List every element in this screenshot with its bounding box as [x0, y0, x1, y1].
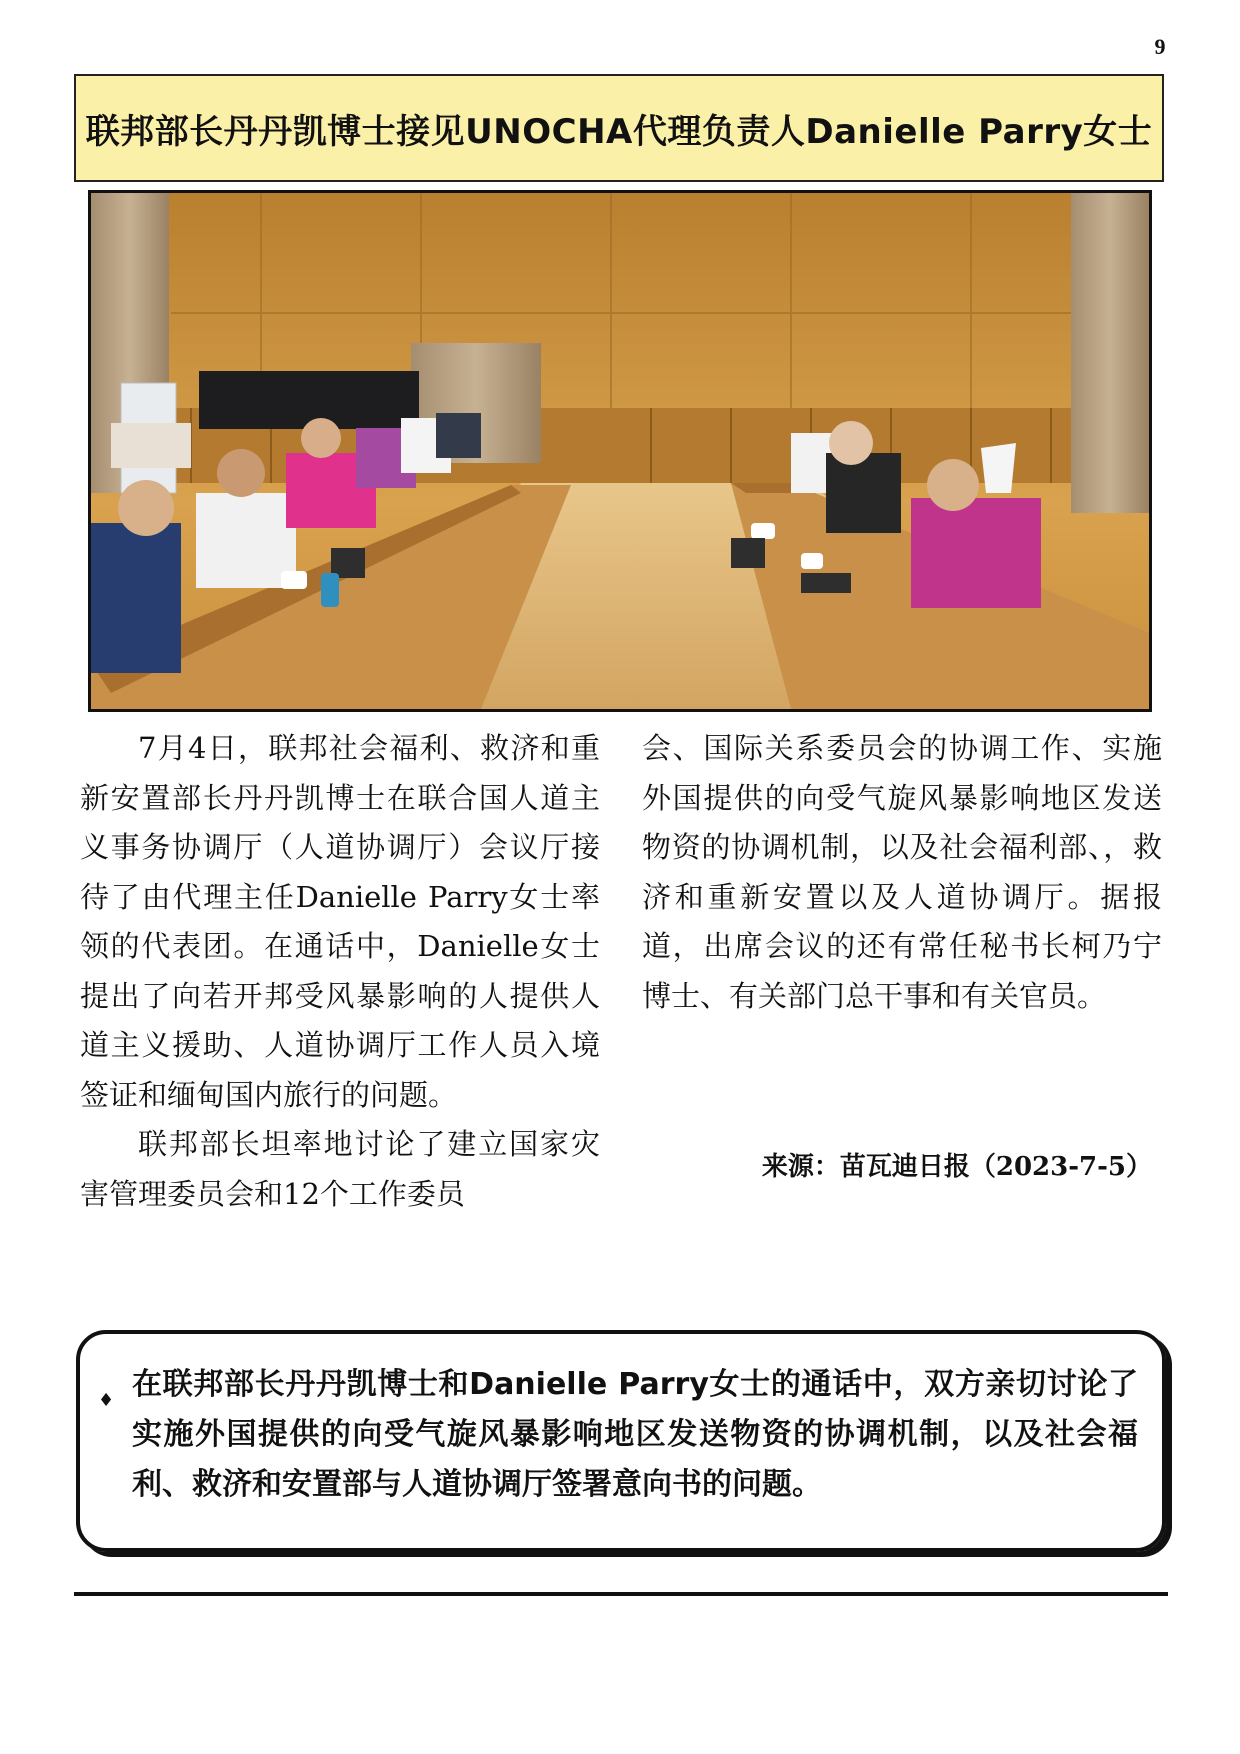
article-title: 联邦部长丹丹凯博士接见UNOCHA代理负责人Danielle Parry女士 — [85, 111, 1153, 152]
body-column-right — [642, 724, 1162, 1021]
source-credit: 来源：苗瓦迪日报（2023-7-5） — [761, 1152, 1152, 1182]
body-paragraph: 联邦部长坦率地讨论了建立国家灾害管理委员会和12个工作委员 — [80, 1127, 600, 1211]
body-column-left — [80, 724, 600, 1219]
summary-box — [76, 1330, 1166, 1552]
body-paragraph: 7月4日，联邦社会福利、救济和重新安置部长丹丹凯博士在联合国人道主义事务协调厅（人道协调厅）会议厅接待了由代理主任Danielle Parry女士率领的代表团。在通话中，Danielle女士提出了向若开邦受风暴影响的人提供人道主义援助、人道协调厅工作人员入境签证和缅甸国内旅行的问题。 — [80, 731, 600, 1112]
title-box — [74, 74, 1164, 182]
summary-text: 在联邦部长丹丹凯博士和Danielle Parry女士的通话中，双方亲切讨论了实施外国提供的向受气旋风暴影响地区发送物资的协调机制，以及社会福利、救济和安置部与人道协调厅签署意向书的问题。 — [132, 1367, 1138, 1502]
diamond-bullet-icon: ♦ — [98, 1390, 115, 1411]
bottom-divider — [74, 1592, 1168, 1596]
body-paragraph: 会、国际关系委员会的协调工作、实施外国提供的向受气旋风暴影响地区发送物资的协调机制，以及社会福利部、，救济和重新安置以及人道协调厅。据报道，出席会议的还有常任秘书长柯乃宁博士、有关部门总干事和有关官员。 — [642, 731, 1162, 1013]
page-number: 9 — [1154, 34, 1166, 59]
meeting-photo — [88, 190, 1152, 712]
